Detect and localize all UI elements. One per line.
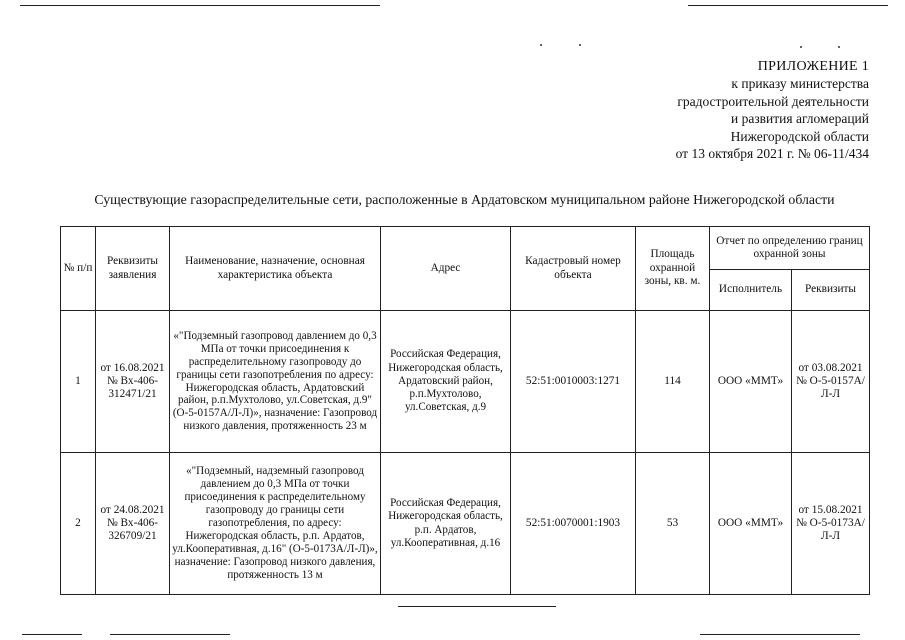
scan-speck xyxy=(540,44,542,46)
header-object-name: Наименование, назначение, основная характеристика объекта xyxy=(170,227,381,311)
header-executor: Исполнитель xyxy=(710,270,792,311)
cell-executor: ООО «ММТ» xyxy=(710,311,792,453)
header-num: № п/п xyxy=(61,227,96,311)
header-report: Отчет по определению границ охранной зоны xyxy=(710,227,870,270)
cell-object-name: «"Подземный газопровод давлением до 0,3 МПа от точки присоединения к распределительному газопроводу до границы сети газопотребления по адресу: Нижегородская область, Ардатовский район, р.п.Мухтолово, ул.Советская, д.9" (О-5-0157А/Л-Л)», назначение: Газопровод низкого давления, протяженность 23 м xyxy=(170,311,381,453)
cell-report-requisites: от 03.08.2021 № О-5-0157А/Л-Л xyxy=(792,311,870,453)
appendix-line: и развития агломераций xyxy=(730,111,869,127)
scan-bottom-rule-right xyxy=(700,634,860,635)
appendix-title: ПРИЛОЖЕНИЕ 1 xyxy=(757,59,869,74)
cell-num: 1 xyxy=(61,311,96,453)
header-area: Площадь охранной зоны, кв. м. xyxy=(636,227,710,311)
cell-report-requisites: от 15.08.2021 № О-5-0173А/Л-Л xyxy=(792,453,870,595)
appendix-line: к приказу министерства xyxy=(731,76,869,92)
cell-cadastral: 52:51:0070001:1903 xyxy=(511,453,636,595)
table-row xyxy=(61,311,870,453)
cell-area: 53 xyxy=(636,453,710,595)
footer-rule xyxy=(398,606,556,607)
appendix-line: Нижегородской области xyxy=(730,128,869,144)
header-requisites: Реквизиты заявления xyxy=(96,227,170,311)
scan-speck xyxy=(838,46,840,48)
cell-area: 114 xyxy=(636,311,710,453)
cell-num: 2 xyxy=(61,453,96,595)
appendix-line: градостроительной деятельности xyxy=(677,93,869,109)
cell-address: Российская Федерация, Нижегородская область, Ардатовский район, р.п.Мухтолово, ул.Советская, д.9 xyxy=(381,311,511,453)
cell-requisites: от 24.08.2021 № Вх-406-326709/21 xyxy=(96,453,170,595)
header-address: Адрес xyxy=(381,227,511,311)
cell-cadastral: 52:51:0010003:1271 xyxy=(511,311,636,453)
appendix-block xyxy=(676,58,869,162)
scan-top-rule-left xyxy=(20,5,380,6)
document-title: Существующие газораспределительные сети, расположенные в Ардатовском муниципальном районе Нижегородской области xyxy=(94,192,835,207)
cell-object-name: «"Подземный, надземный газопровод давлением до 0,3 МПа от точки присоединения к распределительному газопроводу до границы сети газопотребления, по адресу: Нижегородская область, р.п. Ардатов, ул.Кооперативная, д.16" (О-5-0173А/Л-Л)», назначение: Газопровод низкого давления, протяженность 13 м xyxy=(170,453,381,595)
header-cadastral: Кадастровый номер объекта xyxy=(511,227,636,311)
cell-executor: ООО «ММТ» xyxy=(710,453,792,595)
scan-bottom-rule-mid xyxy=(110,634,230,635)
scan-speck xyxy=(800,46,802,48)
appendix-line: от 13 октября 2021 г. № 06-11/434 xyxy=(675,146,869,162)
cell-address: Российская Федерация, Нижегородская область, р.п. Ардатов, ул.Кооперативная, д.16 xyxy=(381,453,511,595)
scan-bottom-rule-left xyxy=(22,634,82,635)
registry-table xyxy=(60,226,870,595)
cell-requisites: от 16.08.2021 № Вх-406-312471/21 xyxy=(96,311,170,453)
table-row xyxy=(61,453,870,595)
header-report-requisites: Реквизиты xyxy=(792,270,870,311)
scan-speck xyxy=(579,44,581,46)
scan-top-rule-right xyxy=(688,5,888,6)
